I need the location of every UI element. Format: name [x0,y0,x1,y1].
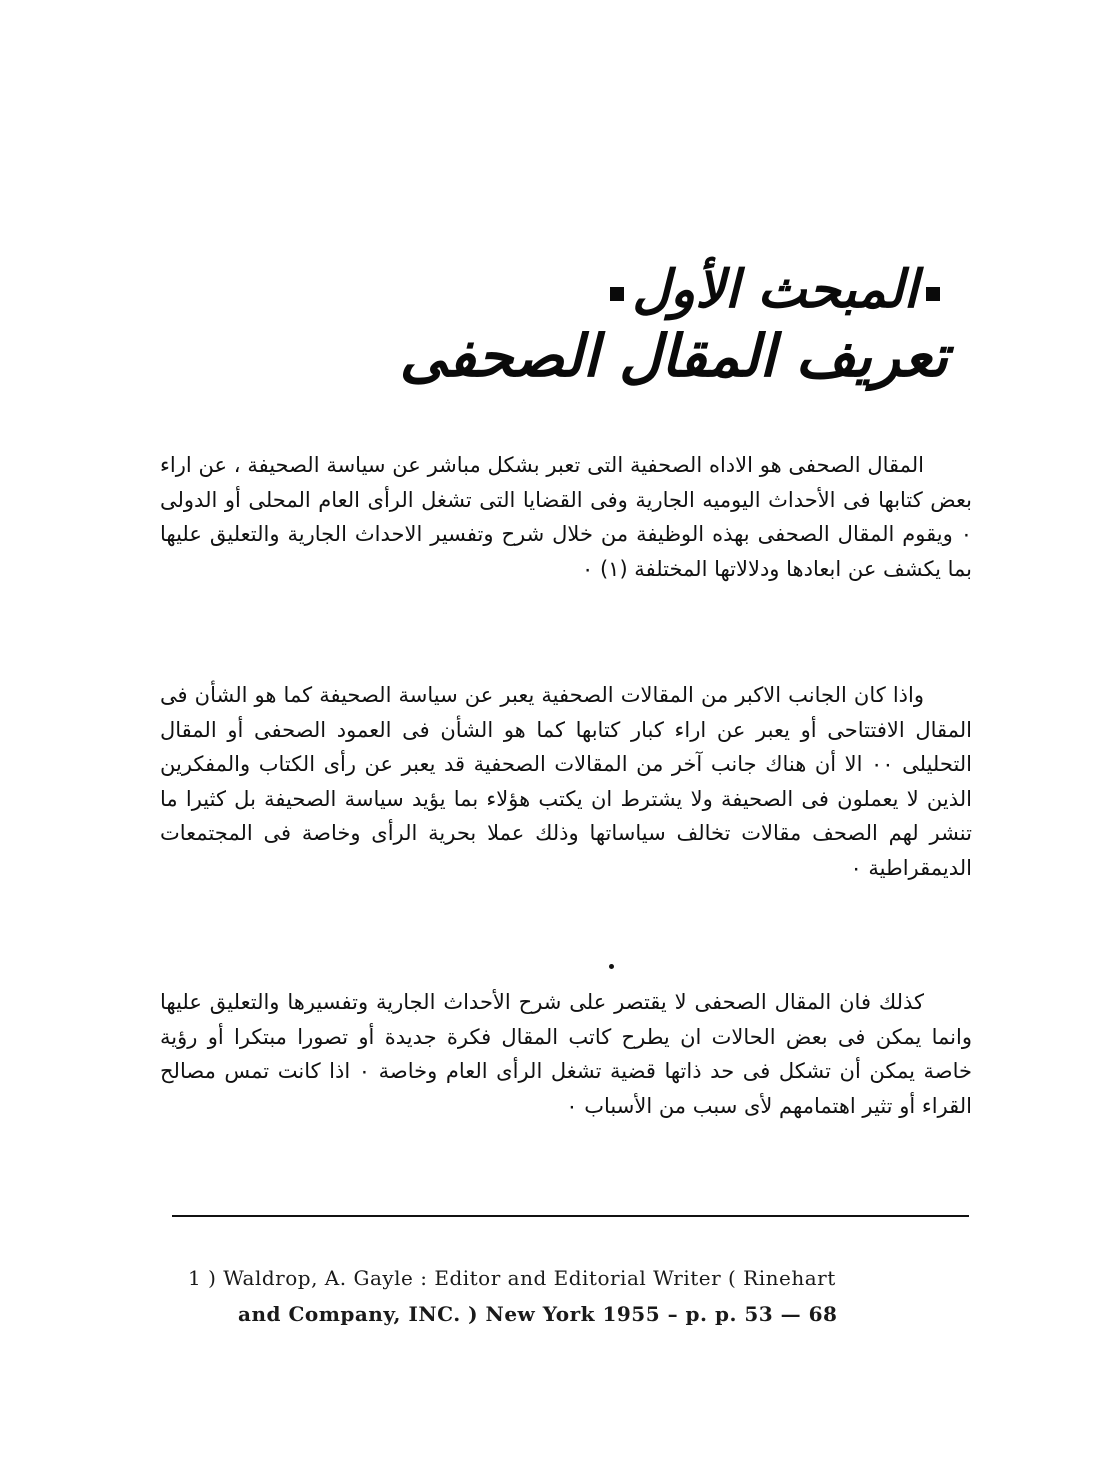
footnote [188,1260,978,1332]
footnote-line-1: 1 ) Waldrop, A. Gayle : Editor and Editorial Writer ( Rinehart [188,1266,836,1290]
footnote-line-2: and Company, INC. ) New York 1955 – p. p. 53 — 68 [238,1302,838,1326]
paragraph-definition [160,448,972,586]
footnote-divider [172,1215,969,1217]
heading-line-section [388,258,948,322]
paragraph-text: كذلك فان المقال الصحفى لا يقتصر على شرح الأحداث الجارية وتفسيرها والتعليق عليها وانما يمكن فى بعض الحالات ان يطرح كاتب المقال فكرة جديدة أو تصورا مبتكرا أو رؤية خاصة يمكن أن تشكل فى حد ذاتها قضية تشغل الرأى العام وخاصة ٠ اذا كانت تمس مصالح القراء أو تثير اهتمامهم لأى سبب من الأسباب ٠ [160,990,972,1118]
paragraph-text: واذا كان الجانب الاكبر من المقالات الصحفية يعبر عن سياسة الصحيفة كما هو الشأن فى المقال الافتتاحى أو يعبر عن اراء كبار كتابها كما هو الشأن فى العمود الصحفى أو المقال التحليلى ٠٠ الا أن هناك جانب آخر من المقالات الصحفية قد يعبر عن رأى الكتاب والمفكرين الذين لا يعملون فى الصحيفة ولا يشترط ان يكتب هؤلاء بما يؤيد سياسة الصحيفة بل كثيرا ما تنشر لهم الصحف مقالات تخالف سياساتها وذلك عملا بحرية الرأى وخاصة فى المجتمعات الديمقراطية ٠ [160,683,973,880]
paragraph-ideas [160,985,972,1123]
heading-section-title: المبحث الأول [632,259,918,320]
heading-line-topic: تعريف المقال الصحفى [399,322,948,390]
square-bullet-icon [926,287,940,301]
chapter-heading [388,258,948,390]
paragraph-sources [160,678,972,885]
scan-dot [609,964,614,969]
paragraph-text: المقال الصحفى هو الاداه الصحفية التى تعبر بشكل مباشر عن سياسة الصحيفة ، عن اراء بعض كتابها فى الأحداث اليوميه الجارية وفى القضايا التى تشغل الرأى العام المحلى أو الدولى ٠ ويقوم المقال الصحفى بهذه الوظيفة من خلال شرح وتفسير الاحداث الجارية والتعليق عليها بما يكشف عن ابعادها ودلالاتها المختلفة (١) ٠ [160,453,972,581]
square-bullet-icon [610,287,624,301]
